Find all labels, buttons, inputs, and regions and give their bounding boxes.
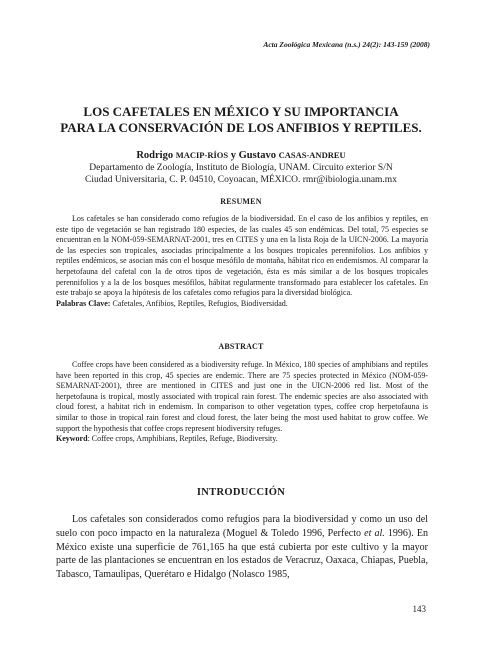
resumen-section <box>56 214 428 309</box>
abstract-keywords-label: Keyword <box>56 434 88 444</box>
affiliation <box>40 163 442 186</box>
abstract-keywords-list: : Coffee crops, Amphibians, Reptiles, Refuge, Biodiversity. <box>87 434 278 444</box>
introduccion-paragraph <box>56 513 428 582</box>
page-number: 143 <box>412 604 426 614</box>
title-line-1: LOS CAFETALES EN MÉXICO Y SU IMPORTANCIA <box>83 104 399 119</box>
running-header: Acta Zoológica Mexicana (n.s.) 24(2): 143-159 (2008) <box>263 40 430 49</box>
affiliation-line-1: Departamento de Zoología, Instituto de Biología, UNAM. Circuito exterior S/N <box>89 163 393 173</box>
introduccion-text-2: 1996). En México existe una superficie de 761,165 ha que está cubierta por este cultivo y la mayor parte de las plantaciones se encuentran en los estados de Veracruz, Oaxaca, Chiapas, Puebla, Tabasco, Tamaulipas, Querétaro e Hidalgo (Nolasco 1985, <box>56 527 428 581</box>
introduccion-text-italic: et al. <box>364 527 385 539</box>
abstract-section <box>56 360 428 445</box>
author-2-surname: CASAS-ANDREU <box>278 150 346 160</box>
resumen-keywords <box>56 299 428 310</box>
resumen-keywords-list: Cafetales, Anfibios, Reptiles, Refugios, Biodiversidad. <box>110 298 288 308</box>
resumen-keywords-label: Palabras Clave: <box>56 298 111 308</box>
affiliation-line-2: Ciudad Universitaria, C. P. 04510, Coyoacan, MÉXICO. rmr@ibiologia.unam.mx <box>85 174 397 185</box>
authors <box>40 150 442 161</box>
abstract-heading: ABSTRACT <box>218 342 264 351</box>
introduccion-section <box>56 513 428 582</box>
author-2-first-name: Gustavo <box>238 150 279 161</box>
resumen-heading: RESUMEN <box>220 197 262 206</box>
abstract-keywords <box>56 434 428 445</box>
introduccion-heading: INTRODUCCIÓN <box>196 487 286 498</box>
author-join: y <box>228 150 239 161</box>
introduccion-text-1: Los cafetales son considerados como refugios para la biodiversidad y como un uso del suelo con poco impacto en la naturaleza (Moguel & Toledo 1996, Perfecto <box>56 514 428 539</box>
title-line-2: PARA LA CONSERVACIÓN DE LOS ANFIBIOS Y REPTILES. <box>60 120 422 135</box>
author-1-first-name: Rodrigo <box>136 150 176 161</box>
article-title <box>40 104 442 136</box>
resumen-body: Los cafetales se han considerado como refugios de la biodiversidad. En el caso de los anfibios y reptiles, en este tipo de vegetación se han registrado 180 especies, de las cuales 45 son endémicas. Del total, 75 especies se encuentran en la NOM-059-SEMARNAT-2001, tres en CITES y una en la lista Roja de la UICN-2006. La mayoría de las especies son tropicales, asociadas principalmente a los bosques tropicales perennifolios. Los anfibios y reptiles endémicos, se asocian más con el bosque mesófilo de montaña, hábitat rico en endemismos. Al comparar la herpetofauna del cafetal con la de otros tipos de vegetación, ésta es más similar a de los bosques tropicales perennifolios y a la de los bosques mesófilos, hábitat regularmente transformado para establecer los cafetales. En este trabajo se apoya la hipótesis de los cafetales como refugios para la diversidad biológica. <box>56 214 428 298</box>
abstract-body: Coffee crops have been considered as a biodiversity refuge. In México, 180 species of amphibians and reptiles have been reported in this crop, 45 species are endemic. There are 75 species protected in México (NOM-059-SEMARNAT-2001), three are mentioned in CITES and just one in the UICN-2006 red list. Most of the herpetofauna is tropical, mostly associated with tropical rain forest. The endemic species are also associated with cloud forest, a habitat rich in endemism. In comparison to other vegetation types, coffee crop herpetofauna is similar to those in tropical rain forest and cloud forest, the later being the most used habitat to grow coffee. We support the hypothesis that coffee crops represent biodiversity refuges. <box>56 360 428 433</box>
author-1-surname: MACIP-RÍOS <box>175 150 229 160</box>
